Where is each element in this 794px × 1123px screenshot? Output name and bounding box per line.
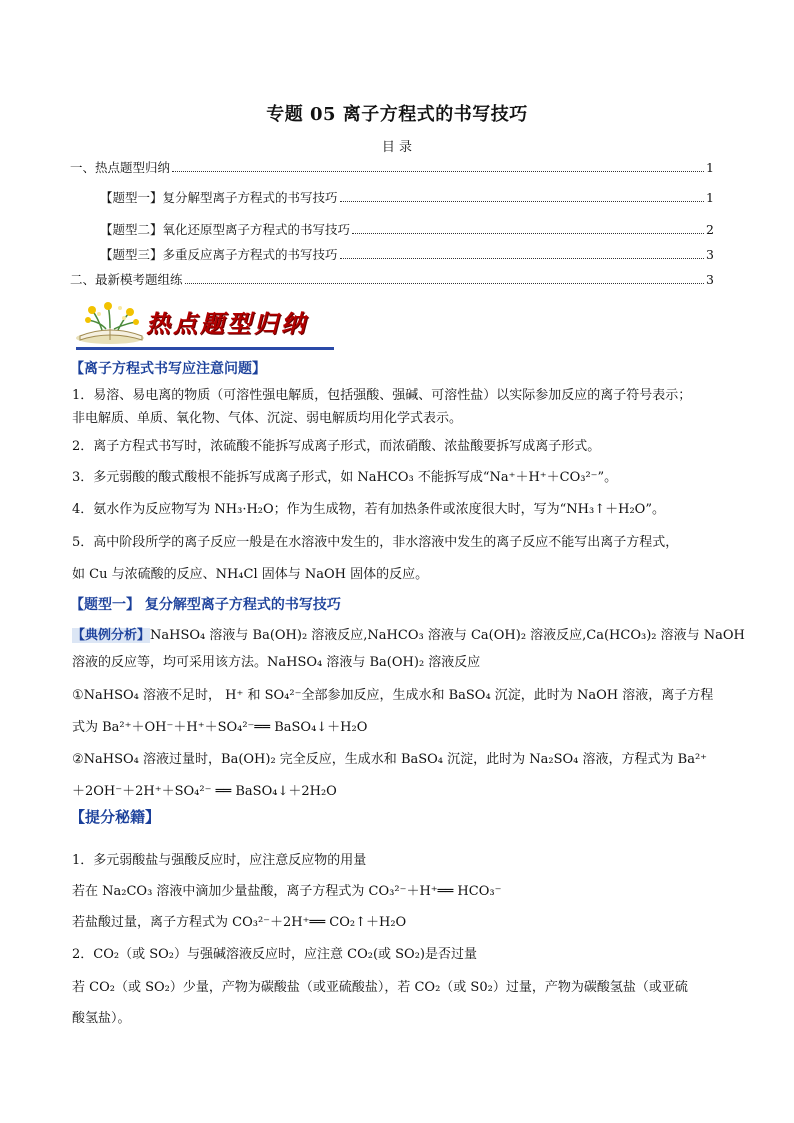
case-2-line-1: ②NaHSO₄ 溶液过量时，Ba(OH)₂ 完全反应，生成水和 BaSO₄ 沉淀，此时为 Na₂SO₄ 溶液，方程式为 Ba²⁺ — [72, 752, 708, 767]
toc-heading: 目 录 — [381, 140, 413, 155]
tip-2-line-2: 酸氢盐）。 — [72, 1011, 131, 1026]
type1-heading: 【题型一】 复分解型离子方程式的书写技巧 — [70, 597, 341, 613]
analysis-line-2: 溶液的反应等，均可采用该方法。NaHSO₄ 溶液与 Ba(OH)₂ 溶液反应 — [72, 655, 481, 670]
toc-leader — [340, 201, 705, 202]
toc-leader — [352, 233, 704, 234]
toc-item-hot-types[interactable] — [70, 158, 714, 176]
toc-item-type2[interactable] — [100, 220, 714, 238]
toc-item-type3[interactable] — [100, 245, 714, 263]
tips-heading: 【提分秘籍】 — [70, 808, 161, 826]
case-2-line-2: ＋2OH⁻＋2H⁺＋SO₄²⁻ ══ BaSO₄↓＋2H₂O — [72, 784, 337, 799]
toc-item-label: 【题型一】复分解型离子方程式的书写技巧 — [100, 190, 338, 205]
banner-title: 热点题型归纳 — [146, 310, 308, 338]
case-1-line-1: ①NaHSO₄ 溶液不足时， H⁺ 和 SO₄²⁻全部参加反应，生成水和 BaSO₄ 沉淀，此时为 NaOH 溶液，离子方程 — [72, 688, 714, 703]
tip-1: 1．多元弱酸盐与强酸反应时，应注意反应物的用量 — [72, 853, 367, 868]
analysis-line-1 — [72, 624, 745, 643]
tip-1-example-2: 若盐酸过量，离子方程式为 CO₃²⁻＋2H⁺══ CO₂↑＋H₂O — [72, 915, 407, 930]
note-3: 3．多元弱酸的酸式酸根不能拆写成离子形式，如 NaHCO₃ 不能拆写成“Na⁺＋H⁺＋CO₃²⁻”。 — [72, 470, 618, 485]
tip-2: 2．CO₂（或 SO₂）与强碱溶液反应时，应注意 CO₂(或 SO₂)是否过量 — [72, 947, 477, 962]
toc-item-label: 【题型三】多重反应离子方程式的书写技巧 — [100, 247, 338, 262]
note-1-line-2: 非电解质、单质、氧化物、气体、沉淀、弱电解质均用化学式表示。 — [72, 411, 463, 426]
toc-leader — [340, 258, 705, 259]
toc-item-latest-exams[interactable] — [70, 270, 714, 288]
toc-page-number: 3 — [706, 272, 714, 287]
toc-page-number: 1 — [706, 190, 714, 205]
banner-underline — [76, 347, 334, 350]
toc-page-number: 3 — [706, 247, 714, 262]
toc-item-label: 【题型二】氧化还原型离子方程式的书写技巧 — [100, 222, 351, 237]
toc-page-number: 1 — [706, 160, 714, 175]
tip-2-line-1: 若 CO₂（或 SO₂）少量，产物为碳酸盐（或亚硫酸盐），若 CO₂（或 S0₂）过量，产物为碳酸氢盐（或亚硫 — [72, 980, 688, 995]
note-1-line-1: 1．易溶、易电离的物质（可溶性强电解质，包括强酸、强碱、可溶性盐）以实际参加反应的离子符号表示； — [72, 388, 692, 403]
tip-1-example-1: 若在 Na₂CO₃ 溶液中滴加少量盐酸，离子方程式为 CO₃²⁻＋H⁺══ HCO₃⁻ — [72, 884, 502, 899]
toc-item-label: 一、热点题型归纳 — [70, 160, 171, 175]
notes-heading: 【离子方程式书写应注意问题】 — [70, 361, 266, 377]
book-flowers-icon — [72, 300, 152, 346]
toc-leader — [172, 171, 704, 172]
note-5-line-1: 5．高中阶段所学的离子反应一般是在水溶液中发生的，非水溶液中发生的离子反应不能写出离子方程式， — [72, 535, 679, 550]
page-title: 专题 05 离子方程式的书写技巧 — [266, 104, 528, 125]
toc-item-type1[interactable] — [100, 188, 714, 206]
note-4: 4．氨水作为反应物写为 NH₃·H₂O；作为生成物，若有加热条件或浓度很大时，写为“NH₃↑＋H₂O”。 — [72, 502, 665, 517]
analysis-text: NaHSO₄ 溶液与 Ba(OH)₂ 溶液反应,NaHCO₃ 溶液与 Ca(OH)₂ 溶液反应,Ca(HCO₃)₂ 溶液与 NaOH — [150, 628, 745, 643]
toc-page-number: 2 — [706, 222, 714, 237]
note-5-line-2: 如 Cu 与浓硫酸的反应、NH₄Cl 固体与 NaOH 固体的反应。 — [72, 567, 429, 582]
toc-leader — [185, 283, 705, 284]
toc-item-label: 二、最新模考题组练 — [70, 272, 183, 287]
case-1-line-2: 式为 Ba²⁺＋OH⁻＋H⁺＋SO₄²⁻══ BaSO₄↓＋H₂O — [72, 720, 368, 735]
note-2: 2．离子方程式书写时，浓硫酸不能拆写成离子形式，而浓硝酸、浓盐酸要拆写成离子形式。 — [72, 439, 601, 454]
analysis-label: 【典例分析】 — [72, 628, 151, 643]
